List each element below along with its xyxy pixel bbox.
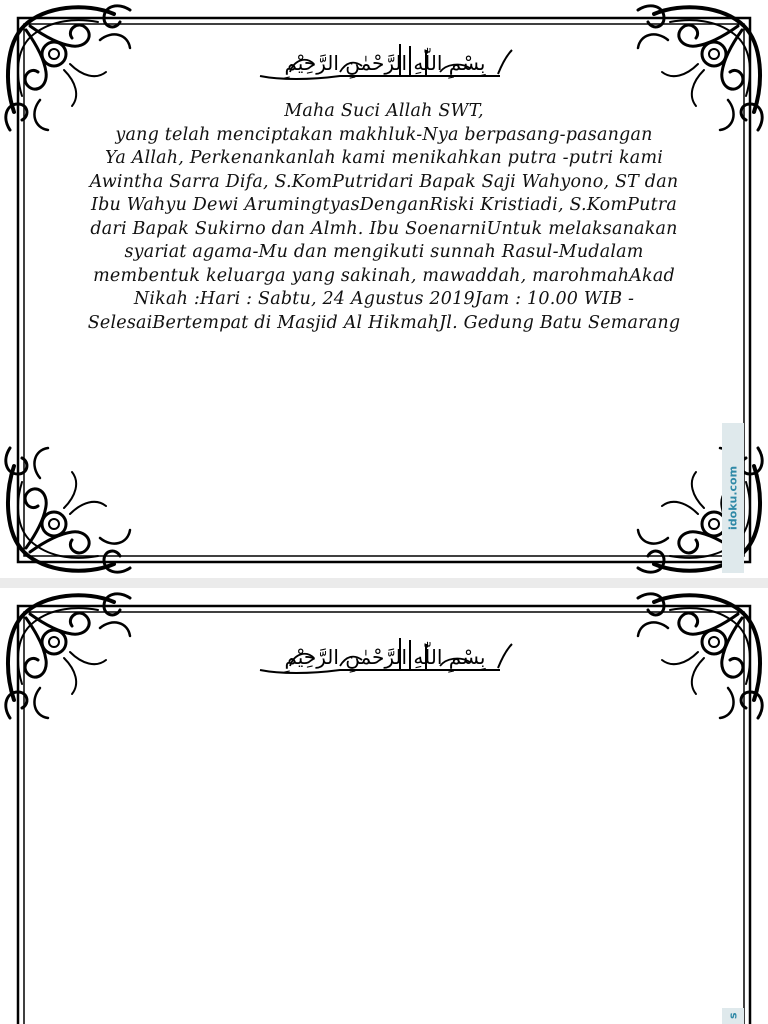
text-line: Ibu Wahyu Dewi ArumingtyasDenganRiski Kristiadi, S.KomPutra [90,195,678,215]
text-line: SelesaiBertempat di Masjid Al HikmahJl. Gedung Batu Semarang [87,312,681,333]
text-line: membentuk keluarga yang sakinah, mawaddah, marohmahAkad [93,265,675,286]
text-line: dari Bapak Sukirno dan Almh. Ibu SoenarniUntuk melaksanakan [90,218,678,239]
bismillah-text: بِسْمِ اللّٰهِ الرَّحْمٰنِ الرَّحِيْمِ [284,51,486,75]
text-line: Maha Suci Allah SWT, [284,101,484,121]
invitation-card-2 [0,588,768,1024]
text-line: yang telah menciptakan makhluk-Nya berpasang-pasangan [115,124,653,145]
bismillah-calligraphy [250,630,520,690]
watermark: idoku.com [722,423,744,573]
text-line: Ya Allah, Perkenankanlah kami menikahkan putra -putri kami [104,148,664,168]
text-line: Nikah :Hari : Sabtu, 24 Agustus 2019Jam : 10.00 WIB - [133,289,635,309]
text-line: Awintha Sarra Difa, S.KomPutridari Bapak Saji Wahyono, ST dan [89,171,679,192]
bismillah-calligraphy [250,36,520,96]
watermark: s [722,1008,744,1024]
text-line: syariat agama-Mu dan mengikuti sunnah Rasul-Mudalam [124,242,644,262]
bismillah-text: بِسْمِ اللّٰهِ الرَّحْمٰنِ الرَّحِيْمِ [284,645,486,669]
invitation-text [60,100,708,335]
